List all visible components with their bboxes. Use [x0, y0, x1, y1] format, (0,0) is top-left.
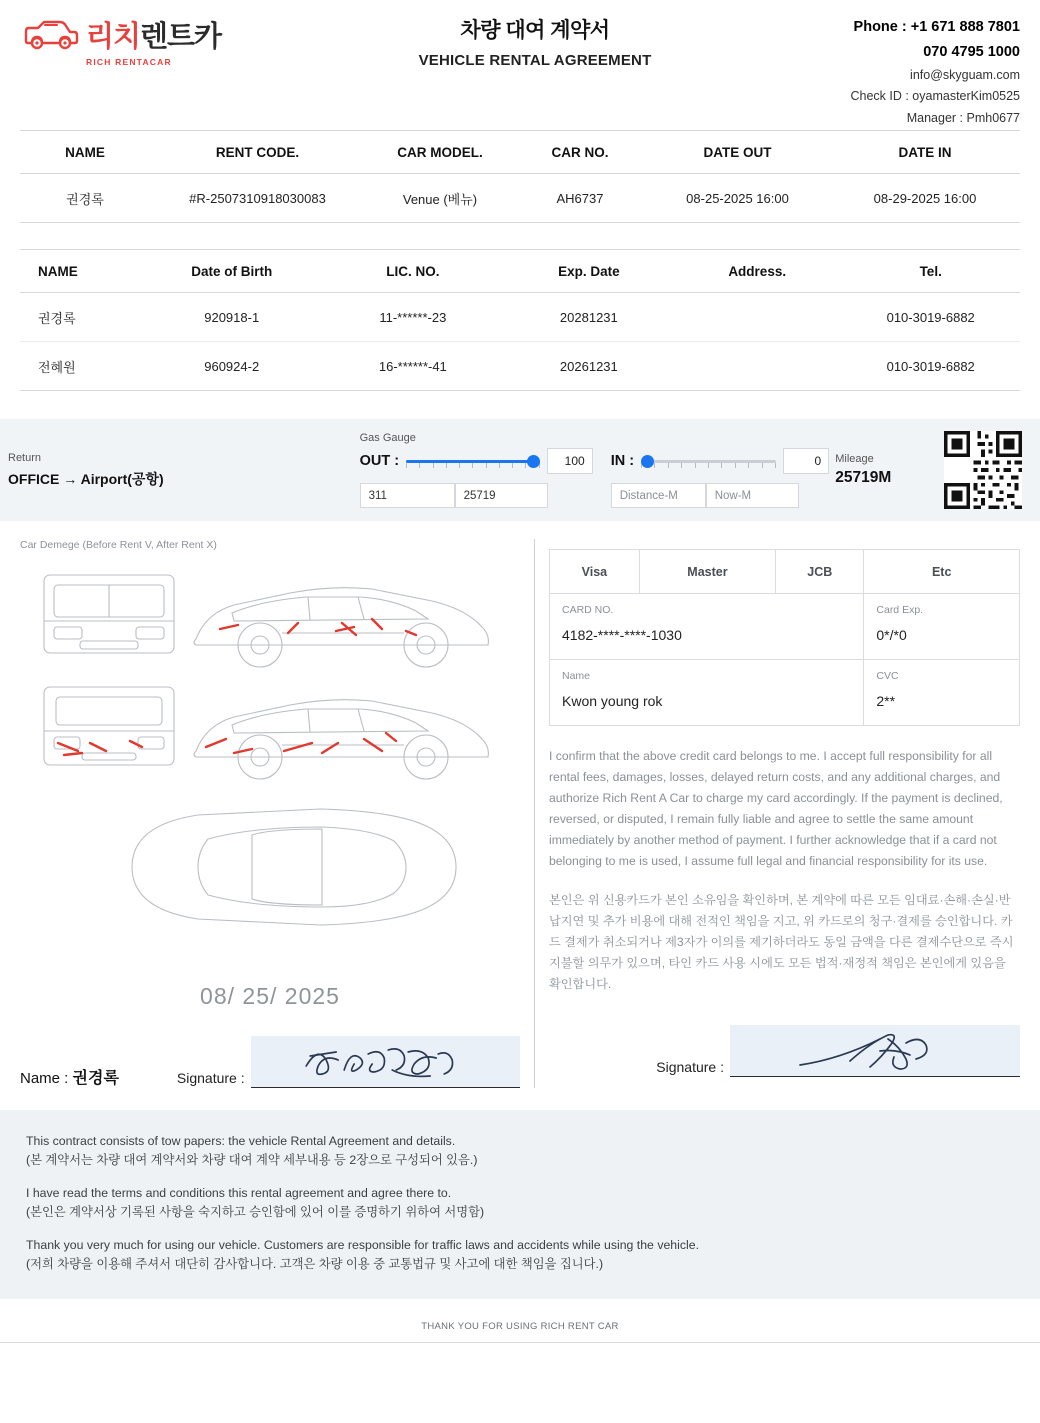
mileage-block — [829, 453, 944, 487]
damage-date: 08/ 25/ 2025 — [200, 983, 340, 1009]
return-label: Return — [8, 451, 42, 464]
card-name-label: Name — [562, 670, 591, 682]
cell-dob: 960924-2 — [142, 342, 321, 391]
footer-notes — [0, 1110, 1040, 1299]
footer-divider — [0, 1342, 1040, 1343]
return-from: OFFICE — [8, 470, 60, 487]
signature-label-right: Signature : — [656, 1058, 724, 1075]
col-date-out: DATE OUT — [645, 131, 830, 174]
out-mileage-input[interactable]: 25719 — [455, 483, 548, 508]
consent-text-en: I confirm that the above credit card belongs to me. I accept full responsibility for all rental fees, damages, losses, delayed return costs, and any additional charges, and authorize Rich Rent A Car to charge my card accordingly. If the payment is declined, reversed, or disputed, I remain fully liable and agree to settle the same amount immediately by another method of payment. I further acknowledge that if a card not belonging to me is used, I assume full legal and financial responsibility for its use. — [549, 749, 1003, 868]
cell-exp-date: 20261231 — [505, 342, 673, 391]
col-rent-code: RENT CODE. — [150, 131, 365, 174]
slider-knob[interactable] — [641, 455, 654, 468]
cell-tel: 010-3019-6882 — [841, 293, 1020, 342]
contact-email: info@skyguam.com — [910, 67, 1020, 82]
car-damage-diagrams[interactable] — [20, 557, 520, 977]
cell-driver-name: 권경록 — [20, 293, 142, 342]
card-name-value: Kwon young rok — [562, 693, 663, 709]
col-address: Address. — [673, 250, 841, 293]
main-content — [0, 521, 1040, 1088]
gas-gauge-in-block — [611, 432, 830, 508]
logo-text-primary: 리치 — [86, 21, 141, 53]
mileage-label: Mileage — [835, 453, 874, 465]
consent-text-ko: 본인은 위 신용카드가 본인 소유임을 확인하며, 본 계약에 따른 모든 임대료·손해·손실·반납지연 및 추가 비용에 대해 전적인 책임을 지고, 위 카드로의 청구·결제를 승인합니다. 카드 결제가 취소되거나 제3자가 이의를 제기하더라도 동일 금액을 다른 결제수단으로 즉시 지불할 의무가 있으며, 타인 카드 사용 시에도 모든 법적·재정적 책임은 본인에게 있음을 확인합니다. — [549, 892, 1014, 991]
page-title-ko: 차량 대여 계약서 — [460, 19, 610, 42]
card-brand-etc[interactable]: Etc — [864, 550, 1020, 594]
slider-knob[interactable] — [527, 455, 540, 468]
note-3-en: Thank you very much for using our vehicle. Customers are responsible for traffic laws and accidents while using the vehicle. — [26, 1237, 700, 1252]
cell-lic-no: 11-******-23 — [321, 293, 505, 342]
in-now-mileage-input[interactable]: Now-M — [706, 483, 799, 508]
card-exp-value: 0*/*0 — [876, 627, 907, 643]
col-date-in: DATE IN — [830, 131, 1020, 174]
in-distance-input[interactable]: Distance-M — [611, 483, 706, 508]
cell-exp-date: 20281231 — [505, 293, 673, 342]
note-2-en: I have read the terms and conditions this rental agreement and agree there to. — [26, 1185, 452, 1200]
gas-gauge-out-block — [360, 432, 593, 508]
logo-text-secondary: 렌트카 — [140, 21, 222, 53]
car-logo-icon — [20, 17, 82, 53]
rental-info-table — [20, 130, 1020, 223]
cell-rent-code: #R-2507310918030083 — [150, 174, 365, 223]
cell-date-in: 08-29-2025 16:00 — [830, 174, 1020, 223]
contact-phone: Phone : +1 671 888 7801 — [853, 19, 1020, 35]
table-header-row — [20, 131, 1020, 174]
return-value — [8, 469, 360, 489]
return-to: Airport(공항) — [80, 470, 164, 487]
cell-address — [673, 342, 841, 391]
table-row — [20, 293, 1020, 342]
contact-block — [750, 10, 1020, 129]
card-info-table — [549, 549, 1020, 726]
note-2-ko: (본인은 계약서상 기록된 사항을 숙지하고 승인함에 있어 이를 증명하기 위하여 서명함) — [26, 1205, 485, 1220]
card-brand-jcb[interactable]: JCB — [776, 550, 864, 594]
col-car-no: CAR NO. — [515, 131, 645, 174]
cell-name: 권경록 — [20, 174, 150, 223]
customer-signature-row — [20, 1036, 520, 1088]
damage-note: Car Demege (Before Rent V, After Rent X) — [20, 539, 217, 551]
col-name: NAME — [20, 131, 150, 174]
table-header-row — [20, 250, 1020, 293]
arrow-icon: → — [63, 470, 78, 487]
col-car-model: CAR MODEL. — [365, 131, 515, 174]
card-brand-master[interactable]: Master — [639, 550, 775, 594]
driver-info-table — [20, 249, 1020, 391]
card-holder-cell[interactable] — [550, 660, 864, 726]
cell-car-no: AH6737 — [515, 174, 645, 223]
card-brand-row — [550, 550, 1020, 594]
card-number-row — [550, 594, 1020, 660]
contact-phone-alt: 070 4795 1000 — [923, 43, 1020, 60]
col-tel: Tel. — [841, 250, 1020, 293]
return-location-block — [0, 452, 360, 489]
card-number-cell[interactable] — [550, 594, 864, 660]
card-brand-visa[interactable]: Visa — [550, 550, 640, 594]
contact-manager: Manager : Pmh0677 — [906, 110, 1020, 125]
card-no-value: 4182-****-****-1030 — [562, 627, 682, 643]
col-dob: Date of Birth — [142, 250, 321, 293]
note-3-ko: (저희 차량을 이용해 주셔서 대단히 감사합니다. 고객은 차량 이용 중 교통법규 및 사고에 대한 책임을 집니다.) — [26, 1257, 604, 1272]
col-exp-date: Exp. Date — [505, 250, 673, 293]
card-cvc-cell[interactable] — [864, 660, 1020, 726]
gauge-in-label: IN : — [610, 453, 635, 469]
col-lic-no: LIC. NO. — [321, 250, 505, 293]
table-row — [20, 174, 1020, 223]
status-bar — [0, 419, 1040, 521]
out-distance-input[interactable]: 311 — [360, 483, 455, 508]
gas-out-slider[interactable] — [406, 453, 540, 469]
gas-in-value[interactable]: 0 — [783, 448, 829, 474]
gas-out-value[interactable]: 100 — [547, 448, 593, 474]
cell-tel: 010-3019-6882 — [841, 342, 1020, 391]
gas-in-slider[interactable] — [641, 453, 776, 469]
cell-lic-no: 16-******-41 — [321, 342, 505, 391]
card-cvc-value: 2** — [876, 693, 896, 709]
footer-thanks: THANK YOU FOR USING RICH RENT CAR — [421, 1320, 619, 1332]
card-holder-row — [550, 660, 1020, 726]
slider-ticks — [406, 463, 540, 469]
brand-logo — [20, 10, 320, 67]
mileage-value: 25719M — [835, 469, 892, 486]
cell-driver-name: 전혜원 — [20, 342, 142, 391]
cell-date-out: 08-25-2025 16:00 — [645, 174, 830, 223]
table-row — [20, 342, 1020, 391]
note-1-ko: (본 계약서는 차량 대여 계약서와 차량 대여 계약 세부내용 등 2장으로 구성되어 있음.) — [26, 1153, 478, 1168]
gas-gauge-title: Gas Gauge — [359, 432, 416, 444]
card-cvc-label: CVC — [876, 670, 899, 682]
name-label-text: Name : — [20, 1070, 69, 1087]
card-exp-label: Card Exp. — [876, 604, 924, 616]
damage-section — [20, 539, 520, 1088]
slider-ticks — [641, 463, 776, 469]
logo-subtitle: RICH RENTACAR — [86, 57, 172, 67]
vertical-divider — [534, 539, 535, 1088]
contact-check-id: Check ID : oyamasterKim0525 — [850, 89, 1020, 104]
card-signature-row — [549, 1025, 1020, 1077]
qr-code-icon — [944, 431, 1022, 509]
cell-address — [673, 293, 841, 342]
signature-label-left: Signature : — [176, 1070, 245, 1086]
col-driver-name: NAME — [20, 250, 142, 293]
name-value-text: 권경록 — [72, 1070, 119, 1087]
note-1-en: This contract consists of tow papers: the vehicle Rental Agreement and details. — [26, 1134, 456, 1148]
card-exp-cell[interactable] — [864, 594, 1020, 660]
page-title-en: VEHICLE RENTAL AGREEMENT — [418, 52, 652, 69]
signature-pad-card[interactable] — [730, 1025, 1020, 1077]
payment-section — [549, 539, 1020, 1088]
customer-name-label — [20, 1065, 119, 1088]
cell-car-model: Venue (베뉴) — [365, 174, 515, 223]
gauge-out-label: OUT : — [359, 453, 400, 469]
cell-dob: 920918-1 — [142, 293, 321, 342]
signature-pad-customer[interactable] — [251, 1036, 520, 1088]
card-no-label: CARD NO. — [562, 604, 614, 616]
table-spacer — [0, 223, 1040, 249]
document-title-block — [320, 10, 750, 69]
page-header — [0, 0, 1040, 130]
